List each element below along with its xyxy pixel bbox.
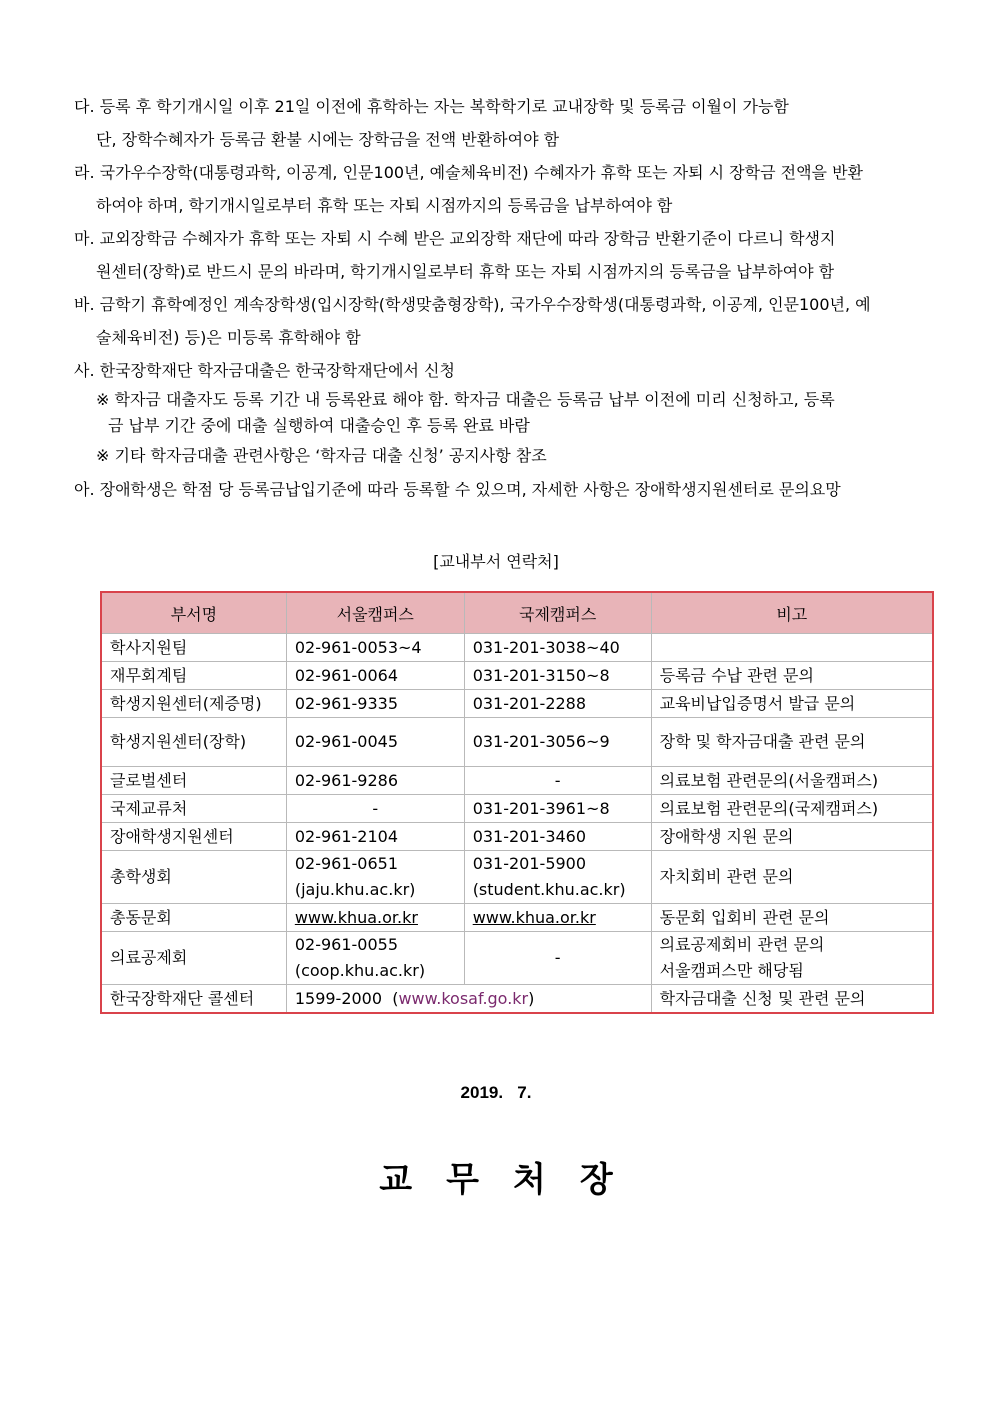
notice-item-sa — [74, 354, 950, 387]
table-row — [101, 767, 933, 795]
global-cell — [464, 851, 651, 904]
seoul-cell: 02-961-0045 — [286, 718, 464, 767]
seoul-cell — [286, 851, 464, 904]
dept-cell: 의료공제회 — [101, 932, 286, 985]
table-row — [101, 823, 933, 851]
notice-line: 라. 국가우수장학(대통령과학, 이공계, 인문100년, 예술체육비전) 수혜자가 휴학 또는 자퇴 시 장학금 전액을 반환 — [74, 163, 864, 182]
notice-line: 사. 한국장학재단 학자금대출은 한국장학재단에서 신청 — [74, 361, 455, 380]
global-cell: 031-201-3961~8 — [464, 795, 651, 823]
table-row — [101, 634, 933, 662]
dept-cell: 글로벌센터 — [101, 767, 286, 795]
table-header-row — [101, 592, 933, 634]
global-cell: - — [464, 932, 651, 985]
table-row — [101, 718, 933, 767]
note-line: 서울캠퍼스만 해당됨 — [659, 961, 804, 980]
dept-cell: 국제교류처 — [101, 795, 286, 823]
seoul-cell: 02-961-9335 — [286, 690, 464, 718]
note-cell: 교육비납입증명서 발급 문의 — [651, 690, 933, 718]
table-row — [101, 662, 933, 690]
note-cell: 장학 및 학자금대출 관련 문의 — [651, 718, 933, 767]
dept-cell: 장애학생지원센터 — [101, 823, 286, 851]
note-cell: 자치회비 관련 문의 — [651, 851, 933, 904]
notice-line: 원센터(장학)로 반드시 문의 바라며, 학기개시일로부터 휴학 또는 자퇴 시점까지의 등록금을 납부하여야 함 — [96, 262, 835, 281]
seoul-site: (coop.khu.ac.kr) — [294, 961, 426, 980]
global-phone: 031-201-5900 — [472, 854, 587, 873]
notice-line: 다. 등록 후 학기개시일 이후 21일 이전에 휴학하는 자는 복학학기로 교내장학 및 등록금 이월이 가능함 — [74, 97, 789, 116]
global-cell: 031-201-3056~9 — [464, 718, 651, 767]
global-cell: 031-201-3460 — [464, 823, 651, 851]
note-cell: 학자금대출 신청 및 관련 문의 — [651, 985, 933, 1014]
seoul-cell: 02-961-2104 — [286, 823, 464, 851]
header-note: 비고 — [651, 592, 933, 634]
notice-line: 술체육비전) 등)은 미등록 휴학해야 함 — [96, 328, 361, 347]
seoul-cell: 02-961-0053~4 — [286, 634, 464, 662]
header-dept: 부서명 — [101, 592, 286, 634]
seoul-cell: 02-961-0064 — [286, 662, 464, 690]
notice-item-ra — [74, 156, 950, 222]
contacts-table — [100, 591, 934, 1014]
global-site: (student.khu.ac.kr) — [472, 880, 626, 899]
table-row — [101, 690, 933, 718]
header-global: 국제캠퍼스 — [464, 592, 651, 634]
note-line: 의료공제회비 관련 문의 — [659, 935, 825, 954]
global-cell: - — [464, 767, 651, 795]
notice-line: 마. 교외장학금 수혜자가 휴학 또는 자퇴 시 수혜 받은 교외장학 재단에 따라 장학금 반환기준이 다르니 학생지 — [74, 229, 836, 248]
table-row — [101, 985, 933, 1014]
table-row — [101, 904, 933, 932]
document-date: 2019. 7. — [460, 1083, 532, 1102]
seoul-site: (jaju.khu.ac.kr) — [294, 880, 416, 899]
table-row — [101, 932, 933, 985]
dept-cell: 한국장학재단 콜센터 — [101, 985, 286, 1014]
callcenter-phone: 1599-2000 — [294, 988, 383, 1008]
notice-line: 바. 금학기 휴학예정인 계속장학생(입시장학(학생맞춤형장학), 국가우수장학생(대통령과학, 이공계, 인문100년, 예 — [74, 295, 871, 314]
sub-note-line: ※ 학자금 대출자도 등록 기간 내 등록완료 해야 함. 학자금 대출은 등록금 납부 이전에 미리 신청하고, 등록 — [96, 390, 835, 409]
seoul-phone: 02-961-0651 — [294, 854, 398, 873]
note-cell: 의료보험 관련문의(서울캠퍼스) — [651, 767, 933, 795]
notice-item-da — [74, 90, 950, 156]
dept-cell: 재무회계팀 — [101, 662, 286, 690]
seoul-cell: 02-961-9286 — [286, 767, 464, 795]
dept-cell: 총동문회 — [101, 904, 286, 932]
note-cell: 의료보험 관련문의(국제캠퍼스) — [651, 795, 933, 823]
notice-line: 단, 장학수혜자가 등록금 환불 시에는 장학금을 전액 반환하여야 함 — [96, 130, 560, 149]
seoul-phone: 02-961-0055 — [294, 935, 398, 954]
table-row — [101, 795, 933, 823]
note-cell: 장애학생 지원 문의 — [651, 823, 933, 851]
signature: 교무처장 — [379, 1160, 647, 1200]
dept-cell: 학생지원센터(장학) — [101, 718, 286, 767]
notice-line: 아. 장애학생은 학점 당 등록금납입기준에 따라 등록할 수 있으며, 자세한 사항은 장애학생지원센터로 문의요망 — [74, 480, 841, 499]
global-cell: 031-201-2288 — [464, 690, 651, 718]
callcenter-cell: 1599-2000 (www.kosaf.go.kr) — [286, 985, 651, 1014]
table-row — [101, 851, 933, 904]
alumni-link[interactable]: www.khua.or.kr — [472, 907, 596, 927]
table-caption: [교내부서 연락처] — [433, 552, 559, 571]
notice-item-ba — [74, 288, 950, 354]
notice-list — [74, 90, 950, 506]
global-cell — [464, 904, 651, 932]
notice-item-ma — [74, 222, 950, 288]
header-seoul: 서울캠퍼스 — [286, 592, 464, 634]
dept-cell: 총학생회 — [101, 851, 286, 904]
sub-note-line: 금 납부 기간 중에 대출 실행하여 대출승인 후 등록 완료 바람 — [108, 416, 530, 435]
seoul-cell — [286, 932, 464, 985]
notice-line: 하여야 하며, 학기개시일로부터 휴학 또는 자퇴 시점까지의 등록금을 납부하여야 함 — [96, 196, 673, 215]
seoul-cell: - — [286, 795, 464, 823]
notice-item-a — [74, 473, 950, 506]
global-cell: 031-201-3038~40 — [464, 634, 651, 662]
dept-cell: 학사지원팀 — [101, 634, 286, 662]
note-cell: 동문회 입회비 관련 문의 — [651, 904, 933, 932]
note-cell — [651, 932, 933, 985]
note-cell — [651, 634, 933, 662]
sub-note-line: ※ 기타 학자금대출 관련사항은 ‘학자금 대출 신청’ 공지사항 참조 — [96, 446, 547, 465]
seoul-cell — [286, 904, 464, 932]
sub-note-reference — [74, 443, 950, 469]
alumni-link[interactable]: www.khua.or.kr — [294, 907, 418, 927]
kosaf-link[interactable]: www.kosaf.go.kr — [398, 988, 529, 1008]
dept-cell: 학생지원센터(제증명) — [101, 690, 286, 718]
note-cell: 등록금 수납 관련 문의 — [651, 662, 933, 690]
sub-note-loan — [74, 387, 950, 439]
global-cell: 031-201-3150~8 — [464, 662, 651, 690]
